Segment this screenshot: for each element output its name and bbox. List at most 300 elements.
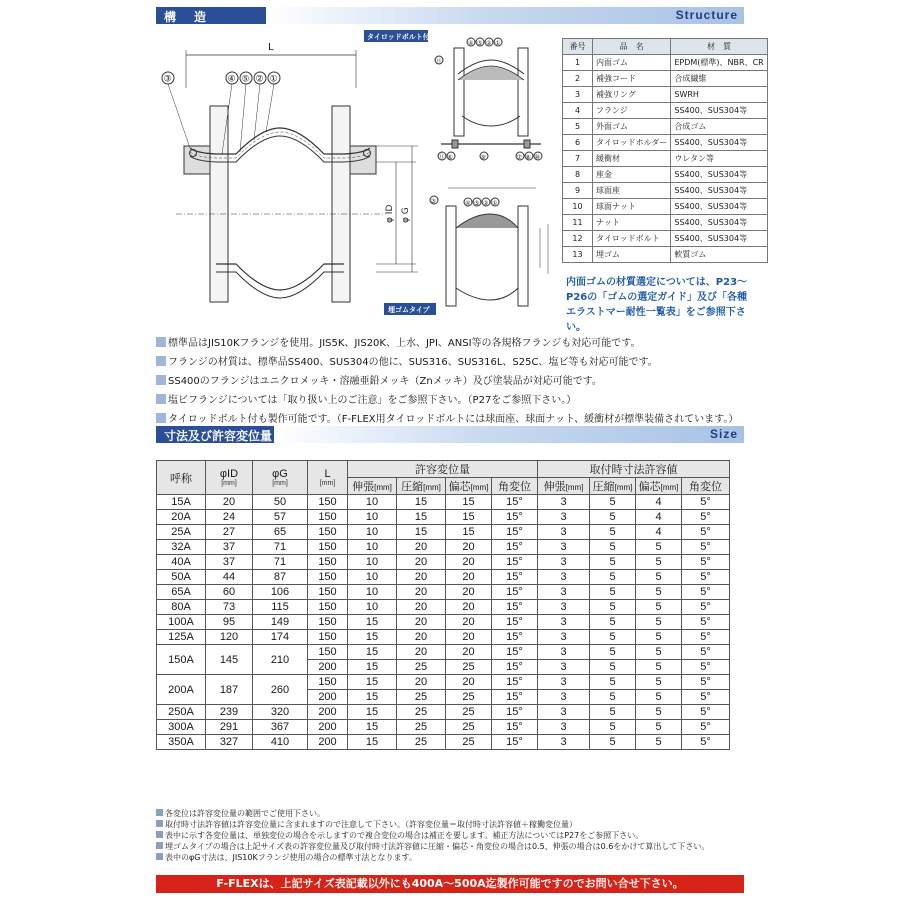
size-cell: 174: [253, 630, 308, 645]
size-header-nominal: 呼称: [157, 461, 206, 495]
callout-tierod-2: ②: [486, 40, 492, 47]
parts-no: 8: [563, 167, 593, 183]
size-cell: 4: [636, 525, 682, 540]
size-row: [157, 540, 730, 555]
size-subheader-cell: [590, 478, 636, 495]
parts-name: タイロッドボルト: [593, 231, 671, 247]
size-row: [157, 525, 730, 540]
size-cell: 15: [397, 525, 446, 540]
size-cell: 20: [397, 585, 446, 600]
size-subheader-label: 圧縮: [592, 481, 615, 493]
size-cell: 5: [590, 630, 636, 645]
size-cell: 15: [348, 645, 397, 660]
callout-main-3: ③: [163, 74, 172, 85]
size-subheader-cell: [682, 478, 730, 495]
size-cell: 145: [206, 645, 253, 675]
size-subheader-cell: [348, 478, 397, 495]
size-cell: 5°: [682, 570, 730, 585]
bullet-square-icon: [156, 842, 163, 849]
size-cell: 15°: [492, 600, 538, 615]
parts-material: 軟質ゴム: [671, 247, 767, 263]
custom-order-banner: F-FLEXは、上記サイズ表記載以外にも400A～500A迄製作可能ですのでお問い合せ下さい。: [156, 875, 744, 893]
size-cell: 15: [397, 495, 446, 510]
size-cell: 200: [308, 705, 348, 720]
size-cell: 25: [397, 660, 446, 675]
size-cell: 15°: [492, 705, 538, 720]
size-subheader-unit: [mm]: [660, 483, 679, 492]
footnote-text: 取付時寸法許容値は許容変位量に含まれますので注意して下さい。（許容変位量＝取付時寸法許容値＋稼働変位量）: [165, 820, 577, 829]
size-cell: 300A: [157, 720, 206, 735]
dim-ID-label: φ ID: [385, 204, 395, 223]
size-cell: 10: [348, 600, 397, 615]
size-row: [157, 570, 730, 585]
size-subheader-unit: [mm]: [470, 483, 489, 492]
size-subheader-label: 伸張: [543, 481, 566, 493]
size-row: [157, 705, 730, 720]
size-cell: 20: [206, 495, 253, 510]
size-cell: 239: [206, 705, 253, 720]
size-cell: 5°: [682, 540, 730, 555]
size-cell: 150: [308, 510, 348, 525]
size-cell: 410: [253, 735, 308, 750]
parts-no: 12: [563, 231, 593, 247]
size-cell: 200: [308, 720, 348, 735]
size-cell: 5°: [682, 525, 730, 540]
size-cell: 5°: [682, 690, 730, 705]
callout-buried-3: ③: [430, 198, 436, 205]
size-cell: 5°: [682, 510, 730, 525]
size-cell: 20: [397, 540, 446, 555]
size-header: [156, 426, 744, 443]
size-cell: 5: [636, 660, 682, 675]
size-cell: 5°: [682, 555, 730, 570]
size-cell: 150: [308, 555, 348, 570]
size-cell: 5: [636, 540, 682, 555]
parts-name: タイロッドホルダー: [593, 135, 671, 151]
callout-buried-1: ①: [492, 200, 498, 207]
size-cell: 5: [636, 645, 682, 660]
size-cell: 37: [206, 540, 253, 555]
size-row: [157, 495, 730, 510]
note-item: [156, 372, 756, 391]
size-row: [157, 510, 730, 525]
size-cell: 115: [253, 600, 308, 615]
size-cell: 15: [348, 630, 397, 645]
size-cell: 291: [206, 720, 253, 735]
note-text: フランジの材質は、標準品SS400、SUS304の他に、SUS316、SUS316L、S25C、塩ビ等も対応可能です。: [168, 357, 658, 368]
callout-tierod-4: ④: [468, 40, 474, 47]
parts-no: 2: [563, 71, 593, 87]
size-cell: 10: [348, 495, 397, 510]
parts-row: [563, 151, 768, 167]
size-cell: 3: [538, 660, 590, 675]
size-cell: 15: [446, 510, 492, 525]
size-cell: 20: [397, 645, 446, 660]
size-cell: 200: [308, 735, 348, 750]
size-cell: 5: [636, 555, 682, 570]
size-cell: 350A: [157, 735, 206, 750]
size-cell: 5: [590, 555, 636, 570]
size-cell: 20: [446, 540, 492, 555]
size-cell: 25: [446, 720, 492, 735]
size-cell: 15: [348, 675, 397, 690]
size-cell: 5: [590, 675, 636, 690]
callout-buried-2: ②: [483, 200, 489, 207]
size-cell: 20: [397, 630, 446, 645]
size-cell: 15: [446, 525, 492, 540]
parts-row: [563, 87, 768, 103]
size-cell: 200A: [157, 675, 206, 705]
bullet-square-icon: [156, 820, 163, 827]
parts-name: 座金: [593, 167, 671, 183]
parts-name: ナット: [593, 215, 671, 231]
size-cell: 20: [446, 585, 492, 600]
parts-row: [563, 215, 768, 231]
parts-material: SS400、SUS304等: [671, 103, 767, 119]
parts-name: 緩衝材: [593, 151, 671, 167]
bullet-square-icon: [156, 375, 166, 385]
note-text: 塩ビフランジについては「取り扱い上のご注意」をご参照下さい。（P27をご参照下さい。）: [168, 395, 577, 406]
callout-main-1: ①: [269, 74, 278, 85]
note-text: 標準品はJIS10Kフランジを使用。JIS5K、JIS20K、上水、JPI、ANSI等の各規格フランジも対応可能です。: [168, 338, 641, 349]
size-cell: 5°: [682, 630, 730, 645]
size-cell: 15°: [492, 540, 538, 555]
size-cell: 5: [590, 660, 636, 675]
size-header-g-label: φG: [272, 467, 288, 480]
size-cell: 5: [636, 690, 682, 705]
structure-header-gradient: [266, 7, 744, 24]
parts-note: 内面ゴムの材質選定については、P23～P26の「ゴムの選定ガイド」及び「各種エラストマー耐性一覧表」をご参照下さい。: [566, 277, 748, 333]
size-cell: 15: [348, 660, 397, 675]
size-cell: 150: [308, 675, 348, 690]
note-item: [156, 353, 756, 372]
size-cell: 5°: [682, 495, 730, 510]
size-cell: 5: [636, 615, 682, 630]
size-cell: 25A: [157, 525, 206, 540]
size-cell: 15°: [492, 630, 538, 645]
size-cell: 4: [636, 495, 682, 510]
size-cell: 150: [308, 495, 348, 510]
size-cell: 50: [253, 495, 308, 510]
size-cell: 4: [636, 510, 682, 525]
size-cell: 20: [446, 600, 492, 615]
size-cell: 10: [348, 510, 397, 525]
size-cell: 106: [253, 585, 308, 600]
size-cell: 3: [538, 675, 590, 690]
size-cell: 15°: [492, 735, 538, 750]
size-cell: 5: [590, 525, 636, 540]
size-cell: 65A: [157, 585, 206, 600]
note-item: [156, 334, 756, 353]
size-cell: 15: [446, 495, 492, 510]
parts-no: 3: [563, 87, 593, 103]
bullet-square-icon: [156, 394, 166, 404]
size-cell: 25: [397, 690, 446, 705]
parts-header-material: 材 質: [671, 39, 767, 55]
size-title-jp: 寸法及び許容変位量: [164, 429, 273, 443]
size-cell: 5°: [682, 645, 730, 660]
size-cell: 100A: [157, 615, 206, 630]
parts-material: SS400、SUS304等: [671, 167, 767, 183]
parts-row: [563, 55, 768, 71]
size-cell: 73: [206, 600, 253, 615]
bullet-square-icon: [156, 809, 163, 816]
size-cell: 15°: [492, 720, 538, 735]
size-cell: 15°: [492, 585, 538, 600]
bullet-square-icon: [156, 337, 166, 347]
size-cell: 5°: [682, 615, 730, 630]
size-cell: 95: [206, 615, 253, 630]
size-cell: 20: [446, 630, 492, 645]
joint-structure-drawing: [156, 28, 566, 328]
parts-name: 内面ゴム: [593, 55, 671, 71]
size-cell: 5: [636, 600, 682, 615]
size-cell: 15°: [492, 570, 538, 585]
size-cell: 150: [308, 600, 348, 615]
size-subheader-label: 圧縮: [401, 481, 424, 493]
size-title-en: Size: [709, 427, 738, 441]
size-row: [157, 675, 730, 690]
bullet-square-icon: [156, 853, 163, 860]
structure-header: [156, 7, 744, 24]
size-subheader-cell: [538, 478, 590, 495]
size-cell: 5°: [682, 675, 730, 690]
size-cell: 5°: [682, 720, 730, 735]
parts-header-name: 品 名: [593, 39, 671, 55]
callout-tierod-1: ①: [495, 40, 501, 47]
size-cell: 20: [397, 600, 446, 615]
size-cell: 25: [446, 690, 492, 705]
size-cell: 10: [348, 525, 397, 540]
size-cell: 5: [590, 705, 636, 720]
size-cell: 5: [590, 690, 636, 705]
size-cell: 15°: [492, 615, 538, 630]
parts-name: 補強コード: [593, 71, 671, 87]
size-cell: 20A: [157, 510, 206, 525]
size-cell: 3: [538, 585, 590, 600]
dim-L-label: L: [268, 42, 274, 53]
parts-no: 13: [563, 247, 593, 263]
parts-row: [563, 119, 768, 135]
size-cell: 5: [636, 585, 682, 600]
size-cell: 187: [206, 675, 253, 705]
callout-main-5: ⑤: [241, 74, 250, 85]
size-cell: 150: [308, 540, 348, 555]
size-cell: 20: [446, 645, 492, 660]
size-cell: 5: [590, 495, 636, 510]
footnote-item: [156, 841, 756, 852]
size-cell: 5: [590, 600, 636, 615]
size-header-allowable: 許容変位量: [348, 461, 538, 478]
size-cell: 5: [636, 630, 682, 645]
size-cell: 44: [206, 570, 253, 585]
size-cell: 3: [538, 570, 590, 585]
size-cell: 5: [590, 570, 636, 585]
size-cell: 20: [446, 555, 492, 570]
size-subheader-label: 偏芯: [448, 481, 471, 493]
size-cell: 5°: [682, 600, 730, 615]
size-cell: 24: [206, 510, 253, 525]
parts-row: [563, 167, 768, 183]
size-cell: 20: [446, 570, 492, 585]
size-cell: 15°: [492, 675, 538, 690]
size-cell: 200: [308, 690, 348, 705]
size-cell: 15°: [492, 660, 538, 675]
size-cell: 37: [206, 555, 253, 570]
parts-header-no: 番号: [563, 39, 593, 55]
note-text: タイロッドボルト付も製作可能です。（F-FLEX用タイロッドボルトには球面座、球面ナット、緩衝材が標準装備されています。）: [168, 414, 739, 425]
parts-name: 埋ゴム: [593, 247, 671, 263]
footnote-text: 表中のφG寸法は、JIS10Kフランジ使用の場合の標準寸法となります。: [165, 853, 417, 862]
callout-buried-4: ④: [465, 200, 471, 207]
size-cell: 87: [253, 570, 308, 585]
spec-notes: [156, 334, 756, 429]
size-cell: 3: [538, 645, 590, 660]
size-cell: 149: [253, 615, 308, 630]
parts-no: 10: [563, 199, 593, 215]
size-cell: 25: [446, 660, 492, 675]
parts-material: SS400、SUS304等: [671, 215, 767, 231]
parts-row: [563, 199, 768, 215]
parts-name: 球面ナット: [593, 199, 671, 215]
size-cell: 5: [590, 510, 636, 525]
size-subheader-cell: [492, 478, 538, 495]
size-cell: 3: [538, 600, 590, 615]
bullet-square-icon: [156, 413, 166, 423]
size-subheader-label: 角変位: [498, 481, 531, 493]
size-cell: 5: [590, 720, 636, 735]
size-cell: 5: [636, 570, 682, 585]
size-cell: 25: [397, 720, 446, 735]
parts-no: 7: [563, 151, 593, 167]
callout-tierod-10: ⑩: [534, 154, 540, 161]
size-row: [157, 720, 730, 735]
size-cell: 120: [206, 630, 253, 645]
bullet-square-icon: [156, 356, 166, 366]
size-header-install: 取付時寸法許容値: [538, 461, 730, 478]
size-header-g: [253, 461, 308, 495]
footnote-text: 表中に示す各変位量は、単独変位の場合を示しますので複合変位の場合は補正を要します。補正方法についてはP27をご参照下さい。: [165, 831, 644, 840]
size-cell: 5°: [682, 585, 730, 600]
footnote-text: 各変位は許容変位量の範囲でご使用下さい。: [165, 809, 325, 818]
size-subheader-cell: [636, 478, 682, 495]
footnote-item: [156, 808, 756, 819]
size-header-l-label: L: [324, 467, 331, 480]
size-cell: 15: [348, 690, 397, 705]
size-cell: 5: [590, 540, 636, 555]
size-cell: 15: [348, 705, 397, 720]
size-cell: 5: [636, 735, 682, 750]
parts-row: [563, 135, 768, 151]
size-header-g-unit: [mm]: [272, 479, 288, 487]
parts-no: 11: [563, 215, 593, 231]
size-header-row: [157, 461, 730, 478]
size-subheader-unit: [mm]: [374, 483, 392, 492]
size-cell: 5: [590, 735, 636, 750]
size-table: [156, 460, 730, 750]
size-cell: 3: [538, 705, 590, 720]
size-subheader-label: 偏芯: [638, 481, 661, 493]
parts-name: 補強リング: [593, 87, 671, 103]
size-cell: 15°: [492, 510, 538, 525]
callout-tierod-7: ⑦: [516, 154, 522, 161]
size-subheader-label: 伸張: [352, 481, 375, 493]
parts-material: EPDM(標準)、NBR、CR: [671, 55, 767, 71]
size-header-gradient: [274, 426, 744, 443]
footnote-text: 埋ゴムタイプの場合は上記サイズ表の許容変位量及び取付時寸法許容値に圧縮・偏芯・角変位の場合は0.5、伸張の場合は0.6をかけて算出して下さい。: [165, 842, 710, 851]
size-cell: 5: [590, 585, 636, 600]
size-cell: 15: [348, 735, 397, 750]
size-cell: 3: [538, 690, 590, 705]
size-cell: 367: [253, 720, 308, 735]
size-cell: 20: [397, 555, 446, 570]
size-cell: 15A: [157, 495, 206, 510]
size-row: [157, 615, 730, 630]
size-cell: 3: [538, 510, 590, 525]
size-subheader-cell: [446, 478, 492, 495]
size-cell: 200: [308, 660, 348, 675]
callout-tierod-11: ⑪: [438, 154, 445, 161]
size-cell: 15°: [492, 525, 538, 540]
size-cell: 3: [538, 525, 590, 540]
callout-tierod-13: ⑬: [435, 58, 442, 65]
size-cell: 15°: [492, 690, 538, 705]
size-cell: 32A: [157, 540, 206, 555]
size-cell: 25: [397, 735, 446, 750]
size-cell: 20: [446, 675, 492, 690]
size-cell: 20: [397, 570, 446, 585]
size-cell: 3: [538, 540, 590, 555]
parts-name: 外面ゴム: [593, 119, 671, 135]
size-cell: 210: [253, 645, 308, 675]
structure-title-en: Structure: [675, 8, 738, 22]
size-cell: 15: [348, 720, 397, 735]
parts-material: SS400、SUS304等: [671, 183, 767, 199]
size-cell: 25: [446, 735, 492, 750]
size-cell: 5°: [682, 660, 730, 675]
size-cell: 20: [397, 615, 446, 630]
size-cell: 71: [253, 540, 308, 555]
parts-row: [563, 103, 768, 119]
size-header-l-unit: [mm]: [319, 479, 336, 487]
size-cell: 80A: [157, 600, 206, 615]
size-subheader-unit: [mm]: [423, 483, 441, 492]
main-cross-section: [162, 50, 418, 302]
footnotes: [156, 808, 756, 863]
size-cell: 150A: [157, 645, 206, 675]
size-cell: 10: [348, 540, 397, 555]
parts-material: SS400、SUS304等: [671, 231, 767, 247]
size-subheader-unit: [mm]: [614, 483, 633, 492]
size-row: [157, 600, 730, 615]
size-cell: 3: [538, 720, 590, 735]
size-cell: 20: [397, 675, 446, 690]
parts-no: 9: [563, 183, 593, 199]
size-cell: 3: [538, 495, 590, 510]
size-row: [157, 630, 730, 645]
tierod-type-label: タイロッドボルト付: [367, 33, 430, 41]
size-cell: 65: [253, 525, 308, 540]
parts-table: [562, 38, 768, 263]
size-cell: 60: [206, 585, 253, 600]
size-row: [157, 735, 730, 750]
size-subheader-unit: [mm]: [565, 483, 584, 492]
parts-material: SS400、SUS304等: [671, 199, 767, 215]
callout-tierod-6: ⑥: [447, 154, 453, 161]
parts-header-row: [563, 39, 768, 55]
buried-type-label: 埋ゴムタイプ: [388, 306, 430, 314]
buried-rubber-view: [384, 188, 548, 315]
